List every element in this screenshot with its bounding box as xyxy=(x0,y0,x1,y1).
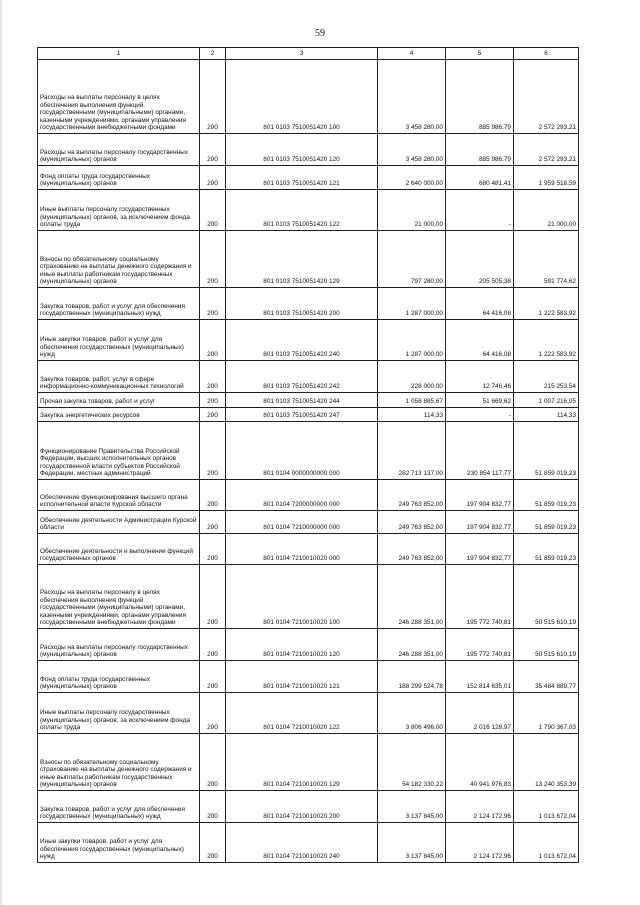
scan-edge xyxy=(0,0,2,905)
row-unexecuted-amount: 1 013 672,04 xyxy=(514,791,579,823)
col-header-5: 5 xyxy=(446,48,514,60)
col-header-1: 1 xyxy=(38,48,200,60)
row-classification: 801 0104 7210000000 000 xyxy=(226,511,378,534)
row-name: Обеспечение деятельности и выполнение функций государственных органов xyxy=(38,534,200,565)
row-name: Фонд оплаты труда государственных (муниципальных) органов xyxy=(38,661,200,693)
col-header-4: 4 xyxy=(378,48,446,60)
row-approved-amount: 1 058 885,67 xyxy=(378,393,446,408)
row-executed-amount: 40 941 976,83 xyxy=(446,734,514,791)
row-approved-amount: 228 000,00 xyxy=(378,361,446,393)
col-header-2: 2 xyxy=(200,48,226,60)
row-executed-amount: 152 814 635,01 xyxy=(446,661,514,693)
row-classification: 801 0103 7510051420 120 xyxy=(226,134,378,166)
row-unexecuted-amount: 2 572 293,21 xyxy=(514,134,579,166)
row-unexecuted-amount: 215 253,54 xyxy=(514,361,579,393)
row-code: 200 xyxy=(200,190,226,231)
table-row xyxy=(38,823,579,863)
row-approved-amount: 282 713 137,00 xyxy=(378,422,446,480)
row-executed-amount: - xyxy=(446,408,514,422)
row-name: Закупка энергетических ресурсов xyxy=(38,408,200,422)
row-name: Фонд оплаты труда государственных (муниципальных) органов xyxy=(38,166,200,190)
table-header-row xyxy=(38,48,579,60)
row-name: Закупка товаров, работ и услуг для обеспечения государственных (муниципальных) нужд xyxy=(38,288,200,320)
row-classification: 801 0103 7510051420 240 xyxy=(226,320,378,361)
row-executed-amount: 64 416,08 xyxy=(446,320,514,361)
row-unexecuted-amount: 1 007 216,05 xyxy=(514,393,579,408)
row-classification: 801 0103 7510051420 100 xyxy=(226,60,378,134)
row-code: 200 xyxy=(200,422,226,480)
row-code: 200 xyxy=(200,134,226,166)
row-approved-amount: 1 287 000,00 xyxy=(378,320,446,361)
row-classification: 801 0103 7510051420 242 xyxy=(226,361,378,393)
row-approved-amount: 3 458 280,00 xyxy=(378,60,446,134)
table-row xyxy=(38,361,579,393)
row-unexecuted-amount: 51 859 019,23 xyxy=(514,422,579,480)
row-approved-amount: 249 763 852,00 xyxy=(378,480,446,511)
row-code: 200 xyxy=(200,408,226,422)
row-code: 200 xyxy=(200,320,226,361)
row-classification: 801 0104 7210010020 200 xyxy=(226,791,378,823)
row-executed-amount: 205 505,38 xyxy=(446,231,514,288)
table-row xyxy=(38,231,579,288)
table-row xyxy=(38,734,579,791)
table-row xyxy=(38,320,579,361)
row-approved-amount: 797 280,00 xyxy=(378,231,446,288)
row-classification: 801 0103 7510051420 121 xyxy=(226,166,378,190)
row-classification: 801 0104 7210010020 122 xyxy=(226,693,378,734)
row-executed-amount: 51 669,62 xyxy=(446,393,514,408)
row-approved-amount: 249 763 852,00 xyxy=(378,534,446,565)
row-approved-amount: 114,33 xyxy=(378,408,446,422)
row-approved-amount: 246 288 351,00 xyxy=(378,629,446,661)
row-code: 200 xyxy=(200,361,226,393)
row-code: 200 xyxy=(200,693,226,734)
row-executed-amount: 197 904 832,77 xyxy=(446,511,514,534)
row-name: Расходы на выплаты персоналу государственных (муниципальных) органов xyxy=(38,629,200,661)
row-approved-amount: 2 640 000,00 xyxy=(378,166,446,190)
row-classification: 801 0104 7210010020 240 xyxy=(226,823,378,863)
row-approved-amount: 3 458 280,00 xyxy=(378,134,446,166)
row-unexecuted-amount: 51 859 019,23 xyxy=(514,511,579,534)
row-name: Расходы на выплаты персоналу государственных (муниципальных) органов xyxy=(38,134,200,166)
table-row xyxy=(38,565,579,629)
table-row xyxy=(38,422,579,480)
row-name: Расходы на выплаты персоналу в целях обеспечения выполнения функций государственными (муниципальными) органами, казенными учреждениями, органами управления государственными внебюджетными фондами xyxy=(38,565,200,629)
table-row xyxy=(38,534,579,565)
row-approved-amount: 249 763 852,00 xyxy=(378,511,446,534)
row-unexecuted-amount: 50 515 610,19 xyxy=(514,565,579,629)
row-code: 200 xyxy=(200,661,226,693)
row-classification: 801 0103 7510051420 200 xyxy=(226,288,378,320)
row-classification: 801 0104 0000000000 000 xyxy=(226,422,378,480)
row-executed-amount: 195 772 740,81 xyxy=(446,565,514,629)
row-name: Взносы по обязательному социальному страхованию на выплаты денежного содержания и иные выплаты работникам государственных (муниципальных) органов xyxy=(38,231,200,288)
table-row xyxy=(38,480,579,511)
row-code: 200 xyxy=(200,166,226,190)
table-row xyxy=(38,629,579,661)
row-approved-amount: 3 806 496,00 xyxy=(378,693,446,734)
row-name: Прочая закупка товаров, работ и услуг xyxy=(38,393,200,408)
row-classification: 801 0103 7510051420 122 xyxy=(226,190,378,231)
row-name: Функционирование Правительства Российской Федерации, высших исполнительных органов государственной власти субъектов Российской Федерации, местных администраций xyxy=(38,422,200,480)
row-executed-amount: 197 904 832,77 xyxy=(446,480,514,511)
row-executed-amount: 2 016 128,97 xyxy=(446,693,514,734)
table-row xyxy=(38,791,579,823)
row-executed-amount: 885 986,79 xyxy=(446,60,514,134)
row-classification: 801 0104 7210010020 129 xyxy=(226,734,378,791)
page-number: 59 xyxy=(315,28,325,39)
row-code: 200 xyxy=(200,288,226,320)
row-approved-amount: 3 137 845,00 xyxy=(378,791,446,823)
row-unexecuted-amount: 1 013 672,04 xyxy=(514,823,579,863)
row-executed-amount: 195 772 740,81 xyxy=(446,629,514,661)
table-row xyxy=(38,393,579,408)
row-classification: 801 0104 7210010020 100 xyxy=(226,565,378,629)
row-unexecuted-amount: 21 000,00 xyxy=(514,190,579,231)
row-code: 200 xyxy=(200,511,226,534)
row-code: 200 xyxy=(200,231,226,288)
row-code: 200 xyxy=(200,534,226,565)
table-row xyxy=(38,661,579,693)
row-unexecuted-amount: 591 774,62 xyxy=(514,231,579,288)
row-classification: 801 0104 7210010020 000 xyxy=(226,534,378,565)
row-code: 200 xyxy=(200,393,226,408)
row-unexecuted-amount: 51 859 019,23 xyxy=(514,534,579,565)
table-row xyxy=(38,134,579,166)
row-unexecuted-amount: 1 959 518,59 xyxy=(514,166,579,190)
row-code: 200 xyxy=(200,480,226,511)
row-name: Иные закупки товаров, работ и услуг для обеспечения государственных (муниципальных) нужд xyxy=(38,320,200,361)
table-row xyxy=(38,166,579,190)
row-name: Иные закупки товаров, работ и услуг для обеспечения государственных (муниципальных) нужд xyxy=(38,823,200,863)
row-executed-amount: 2 124 172,96 xyxy=(446,823,514,863)
row-code: 200 xyxy=(200,60,226,134)
row-unexecuted-amount: 50 515 610,19 xyxy=(514,629,579,661)
row-code: 200 xyxy=(200,565,226,629)
table-row xyxy=(38,288,579,320)
row-unexecuted-amount: 13 240 353,39 xyxy=(514,734,579,791)
row-code: 200 xyxy=(200,823,226,863)
row-executed-amount: - xyxy=(446,190,514,231)
row-unexecuted-amount: 51 859 019,23 xyxy=(514,480,579,511)
row-unexecuted-amount: 1 222 583,92 xyxy=(514,320,579,361)
row-approved-amount: 1 287 000,00 xyxy=(378,288,446,320)
row-approved-amount: 3 137 845,00 xyxy=(378,823,446,863)
table-body xyxy=(38,60,579,863)
row-unexecuted-amount: 1 790 367,03 xyxy=(514,693,579,734)
row-code: 200 xyxy=(200,791,226,823)
row-classification: 801 0104 7210010020 121 xyxy=(226,661,378,693)
col-header-6: 6 xyxy=(514,48,579,60)
row-unexecuted-amount: 1 222 583,92 xyxy=(514,288,579,320)
row-executed-amount: 680 481,41 xyxy=(446,166,514,190)
table-row xyxy=(38,511,579,534)
row-unexecuted-amount: 35 484 889,77 xyxy=(514,661,579,693)
row-code: 200 xyxy=(200,734,226,791)
row-executed-amount: 885 986,79 xyxy=(446,134,514,166)
row-approved-amount: 54 182 330,22 xyxy=(378,734,446,791)
col-header-3: 3 xyxy=(226,48,378,60)
row-executed-amount: 12 746,46 xyxy=(446,361,514,393)
row-name: Взносы по обязательному социальному страхованию на выплаты денежного содержания и иные выплаты работникам государственных (муниципальных) органов xyxy=(38,734,200,791)
row-name: Иные выплаты персоналу государственных (муниципальных) органов, за исключением фонда оплаты труда xyxy=(38,190,200,231)
row-executed-amount: 197 904 832,77 xyxy=(446,534,514,565)
row-classification: 801 0103 7510051420 244 xyxy=(226,393,378,408)
table-row xyxy=(38,190,579,231)
budget-table xyxy=(37,47,579,863)
row-name: Расходы на выплаты персоналу в целях обеспечения выполнения функций государственными (муниципальными) органами, казенными учреждениями, органами управления государственными внебюджетными фондами xyxy=(38,60,200,134)
row-approved-amount: 246 288 351,00 xyxy=(378,565,446,629)
row-classification: 801 0104 7210010020 120 xyxy=(226,629,378,661)
row-executed-amount: 64 416,08 xyxy=(446,288,514,320)
row-name: Закупка товаров, работ, услуг в сфере информационно-коммуникационных технологий xyxy=(38,361,200,393)
row-name: Закупка товаров, работ и услуг для обеспечения государственных (муниципальных) нужд xyxy=(38,791,200,823)
row-executed-amount: 2 124 172,96 xyxy=(446,791,514,823)
row-name: Обеспечение деятельности Администрации Курской области xyxy=(38,511,200,534)
row-executed-amount: 230 854 117,77 xyxy=(446,422,514,480)
table-row xyxy=(38,60,579,134)
row-approved-amount: 21 000,00 xyxy=(378,190,446,231)
row-name: Иные выплаты персоналу государственных (муниципальных) органов, за исключением фонда оплаты труда xyxy=(38,693,200,734)
row-classification: 801 0104 7200000000 000 xyxy=(226,480,378,511)
row-name: Обеспечение функционирования высшего органа исполнительной власти Курской области xyxy=(38,480,200,511)
row-approved-amount: 188 299 524,78 xyxy=(378,661,446,693)
row-classification: 801 0103 7510051420 129 xyxy=(226,231,378,288)
row-classification: 801 0103 7510051420 247 xyxy=(226,408,378,422)
row-unexecuted-amount: 2 572 293,21 xyxy=(514,60,579,134)
row-code: 200 xyxy=(200,629,226,661)
row-unexecuted-amount: 114,33 xyxy=(514,408,579,422)
table-row xyxy=(38,693,579,734)
table-row xyxy=(38,408,579,422)
